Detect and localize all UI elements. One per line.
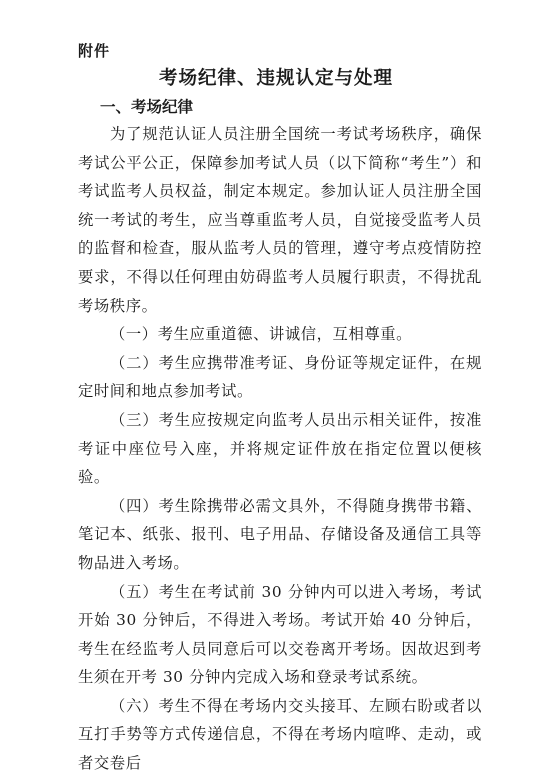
document-title: 考场纪律、违规认定与处理	[158, 68, 393, 89]
attachment-label: 附件	[78, 42, 111, 60]
section-heading: 一、考场纪律	[100, 98, 194, 116]
paragraph-rule-5: （五）考生在考试前 30 分钟内可以进入考场，考试开始 30 分钟后，不得进入考场。考试开始 40 分钟后，考生在经监考人员同意后可以交卷离开考场。因故迟到考生须在开考 30 分钟内完成入场和登录考试系统。	[78, 582, 482, 687]
paragraph-rule-3: （三）考生应按规定向监考人员出示相关证件，按准考证中座位号入座，并将规定证件放在指定位置以便核验。	[78, 410, 482, 487]
paragraph-rule-2: （二）考生应携带准考证、身份证等规定证件，在规定时间和地点参加考试。	[78, 353, 482, 401]
paragraph-rule-6: （六）考生不得在考场内交头接耳、左顾右盼或者以互打手势等方式传递信息，不得在考场内喧哗、走动，或者交卷后	[78, 696, 482, 773]
paragraph-intro: 为了规范认证人员注册全国统一考试考场秩序，确保考试公平公正，保障参加考试人员（以下简称“考生”）和考试监考人员权益，制定本规定。参加认证人员注册全国统一考试的考生，应当尊重监考人员，自觉接受监考人员的监督和检查，服从监考人员的管理，遵守考点疫情防控要求，不得以任何理由妨碍监考人员履行职责，不得扰乱考场秩序。	[78, 125, 482, 315]
paragraph-rule-4: （四）考生除携带必需文具外，不得随身携带书籍、笔记本、纸张、报刊、电子用品、存储设备及通信工具等物品进入考场。	[78, 496, 482, 572]
document-body	[78, 120, 482, 778]
paragraph-rule-1: （一）考生应重道德、讲诚信，互相尊重。	[110, 325, 413, 344]
